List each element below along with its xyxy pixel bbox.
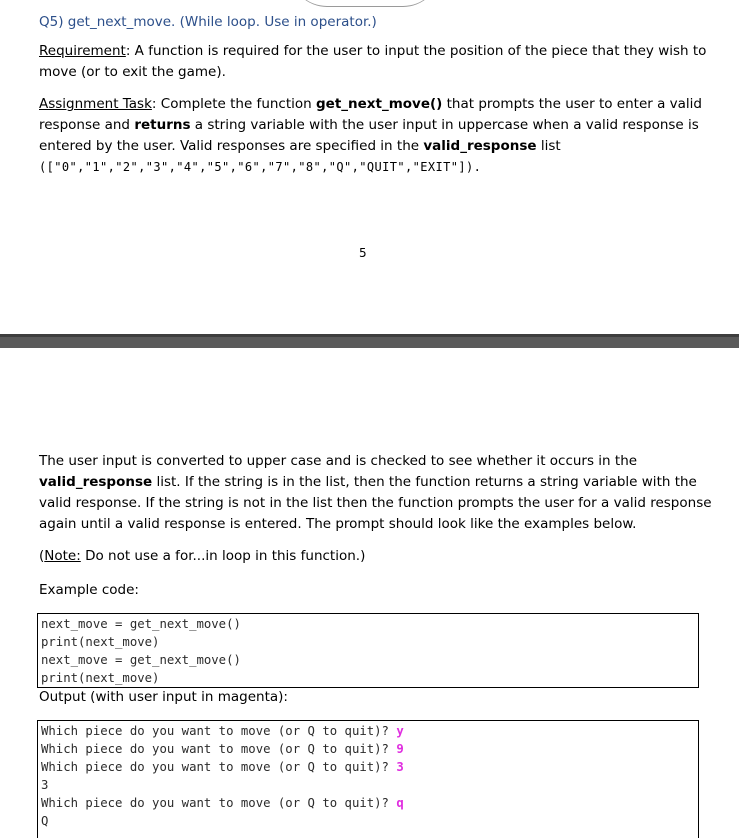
valid-response-name: valid_response [423, 138, 537, 154]
assignment-label: Assignment Task [39, 96, 152, 112]
output-prompt: Which piece do you want to move (or Q to quit)? [41, 742, 397, 756]
code-line: next_move = get_next_move() [41, 653, 241, 667]
explanation-paragraph [39, 451, 719, 535]
note-open: ( [39, 548, 45, 564]
output-label: Output (with user input in magenta): [39, 689, 288, 705]
page-number: 5 [359, 246, 367, 260]
assignment-text-4: list [536, 138, 561, 154]
output-result: 3 [41, 778, 49, 792]
output-line [41, 794, 698, 812]
explanation-text-1: The user input is converted to upper case and is checked to see whether it occurs in the [39, 453, 638, 469]
output-prompt: Which piece do you want to move (or Q to quit)? [41, 760, 397, 774]
user-input: 3 [396, 760, 404, 774]
output-line [41, 722, 698, 740]
requirement-label: Requirement [39, 43, 126, 59]
output-line [41, 758, 698, 776]
requirement-text: : A function is required for the user to input the position of the piece that they wish to move (or to exit the game). [39, 43, 707, 80]
code-line: print(next_move) [41, 671, 160, 685]
user-input: q [396, 796, 404, 810]
output-prompt: Which piece do you want to move (or Q to quit)? [41, 724, 397, 738]
output-box [37, 720, 699, 838]
valid-response-list: (["0","1","2","3","4","5","6","7","8","Q","QUIT","EXIT"]). [39, 160, 482, 174]
assignment-paragraph [39, 94, 719, 178]
page-edge-arc [290, 0, 440, 7]
assignment-text-3: a string variable with the user input in uppercase when a valid response is entered by the user. Valid responses are specified in the [39, 117, 699, 154]
example-code-box [37, 613, 699, 688]
question-title: Q5) get_next_move. (While loop. Use in operator.) [39, 14, 377, 30]
user-input: y [396, 724, 404, 738]
note-text: Do not use a for...in loop in this function.) [80, 548, 366, 564]
returns-keyword: returns [134, 117, 191, 133]
note-paragraph [39, 546, 719, 567]
assignment-text-1: : Complete the function [151, 96, 316, 112]
page-separator [0, 334, 739, 348]
example-code-label: Example code: [39, 582, 139, 598]
code-line: print(next_move) [41, 635, 160, 649]
page-separator-shadow [0, 334, 739, 337]
output-result: Q [41, 814, 49, 828]
user-input: 9 [396, 742, 404, 756]
output-line [41, 740, 698, 758]
valid-response-name-2: valid_response [39, 474, 153, 490]
note-label: Note: [44, 548, 81, 564]
output-prompt: Which piece do you want to move (or Q to quit)? [41, 796, 397, 810]
output-line [41, 776, 698, 794]
explanation-text-2: list. If the string is in the list, then the function returns a string variable with the valid response. If the string is not in the list then the function prompts the user for a valid response again until a valid response is entered. The prompt should look like the examples below. [39, 474, 712, 532]
output-line [41, 812, 698, 830]
function-name: get_next_move() [316, 96, 443, 112]
code-line: next_move = get_next_move() [41, 617, 241, 631]
requirement-paragraph [39, 41, 719, 83]
assignment-text-2: that prompts the user to enter a valid response and [39, 96, 702, 133]
